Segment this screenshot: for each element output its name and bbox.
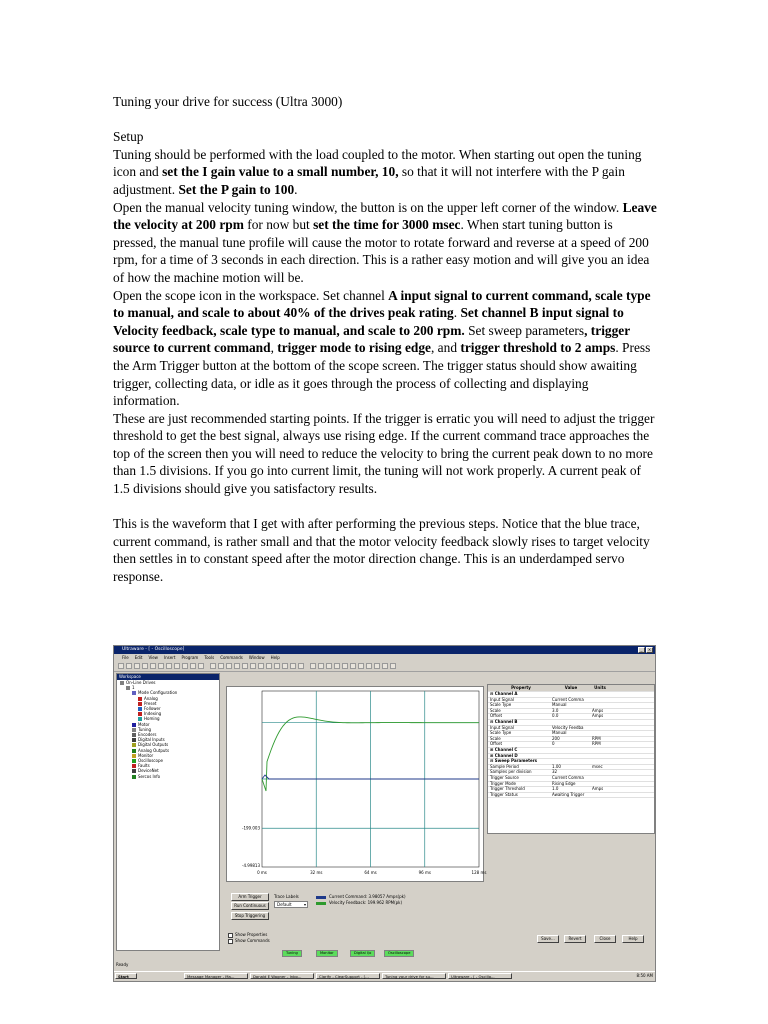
- text-run: This is the waveform that I get with after performing the previous steps. Notice that the blue trace, current command, is rather small and that the motor velocity feedback slowly rises to target velocity then settles in to constant speed after the motor direction change. This is an underdamped servo response.: [113, 516, 650, 585]
- property-value: 200: [552, 735, 560, 741]
- property-name: Trigger Threshold: [490, 786, 525, 792]
- bold-text: trigger mode to rising edge: [277, 340, 431, 356]
- toolbar-button[interactable]: [182, 663, 188, 669]
- legend-entry: [316, 894, 406, 899]
- tree-item-label: Indexing: [144, 711, 162, 717]
- toolbar-button[interactable]: [134, 663, 140, 669]
- close-icon[interactable]: ×: [647, 647, 652, 652]
- property-value: Velocity Feedba: [552, 724, 584, 730]
- property-name: ⊞ Channel C: [490, 747, 518, 752]
- property-units: RPM: [592, 741, 601, 747]
- tree-item-label: Monitor: [138, 752, 154, 758]
- menu-item-window[interactable]: Window: [248, 655, 265, 660]
- tree-item-label: Digital Inputs: [138, 737, 165, 743]
- toolbar-button[interactable]: [226, 663, 232, 669]
- property-units: Amps: [592, 707, 604, 713]
- tree-item-label: Digital Outputs: [138, 742, 169, 748]
- toolbar-button[interactable]: [358, 663, 364, 669]
- show-commands-checkbox[interactable]: [228, 938, 270, 944]
- workspace-header: Workspace: [117, 674, 219, 680]
- property-units: msec: [592, 763, 603, 769]
- y-tick-label: -4.99813: [242, 863, 260, 868]
- trace-labels-label: Trace Labels: [274, 894, 299, 899]
- x-tick-label: 0 ms: [257, 870, 267, 875]
- toolbar-button[interactable]: [218, 663, 224, 669]
- header-value: Value: [564, 685, 578, 690]
- tree-item-label: On-Line Drives: [126, 680, 156, 685]
- text-run: . When start tuning button is pressed, the manual tune profile will cause the motor to rotate forward and reverse at a speed of 200 rpm, for a time of 3 seconds in each direction. This is a rather easy motion and will give you an idea of how the machine motion will be.: [113, 217, 650, 285]
- x-tick-label: 128 ms: [471, 870, 487, 875]
- x-tick-label: 64 ms: [364, 870, 377, 875]
- menu-bar: [114, 654, 655, 661]
- tree-node-icon: [132, 691, 136, 695]
- doc-title: Tuning your drive for success (Ultra 3000): [113, 94, 343, 109]
- tree-item-label: Faults: [138, 763, 150, 769]
- toolbar-button[interactable]: [366, 663, 372, 669]
- setup-heading: Setup: [113, 129, 144, 145]
- menu-item-edit[interactable]: Edit: [134, 655, 143, 660]
- property-name: Trigger Source: [490, 775, 519, 780]
- tree-node-icon: [132, 775, 136, 779]
- toolbar-button[interactable]: [150, 663, 156, 669]
- text-run: .: [453, 305, 461, 321]
- tree-node-icon: [126, 686, 130, 690]
- tree-item-label: Sercos Info: [138, 773, 161, 779]
- toolbar-button[interactable]: [310, 663, 316, 669]
- toolbar-button[interactable]: [282, 663, 288, 669]
- tab-oscilloscope[interactable]: Oscilloscope: [384, 950, 414, 957]
- x-tick-label: 32 ms: [310, 870, 323, 875]
- taskbar-task[interactable]: Donald E Wagner - Inbo...: [250, 973, 314, 979]
- tree-item-label: Follower: [144, 706, 161, 711]
- text-run: Tuning should be performed with the load coupled to the motor. When starting out open the tuning icon and: [113, 146, 642, 180]
- property-name: Scale Type: [490, 702, 512, 708]
- workspace-tabs: [226, 949, 646, 957]
- tree-item[interactable]: [132, 774, 160, 779]
- toolbar-button[interactable]: [126, 663, 132, 669]
- run-continuous-button[interactable]: Run Continuous: [231, 902, 269, 910]
- stop-triggering-button[interactable]: Stop Triggering: [231, 912, 269, 920]
- header-units: Units: [594, 685, 606, 690]
- trace-labels-value: Default: [277, 902, 292, 907]
- bold-text: set the I gain value to a small number, 10,: [162, 164, 399, 180]
- legend-swatch: [316, 896, 326, 899]
- toolbar-button[interactable]: [290, 663, 296, 669]
- trace-labels-select[interactable]: [274, 901, 308, 908]
- tree-item-label: Oscilloscope: [138, 758, 163, 763]
- property-value: Awaiting Trigger: [552, 791, 585, 797]
- help-button[interactable]: Help: [622, 935, 644, 943]
- menu-item-file[interactable]: File: [122, 655, 129, 660]
- property-name: Input Signal: [490, 724, 514, 730]
- text-run: , and: [430, 340, 461, 356]
- property-value: Manual: [552, 702, 567, 708]
- menu-item-insert[interactable]: Insert: [163, 655, 176, 660]
- toolbar-button[interactable]: [258, 663, 264, 669]
- scope-chart: [227, 687, 487, 881]
- legend-label: Velocity Feedback: 199.962 RPM(pk): [329, 900, 403, 905]
- toolbar-button[interactable]: [166, 663, 172, 669]
- taskbar-task[interactable]: Message Manager - Ma...: [184, 973, 248, 979]
- show-properties-label: Show Properties: [235, 932, 268, 937]
- tree-item-label: Encoders: [138, 732, 157, 737]
- text-run: These are just recommended starting points. If the trigger is erratic you will need to adjust the trigger threshold to get the best signal, always use rising edge. If the current command trace approaches the top of the screen then you will need to reduce the velocity to bring the current peak down to no more than 1.5 divisions. If you go into current limit, the tuning will not work properly. A current peak of 1.5 divisions should give you satisfactory results.: [113, 410, 655, 497]
- toolbar-button[interactable]: [158, 663, 164, 669]
- document-text: [113, 93, 658, 586]
- property-units: Amps: [592, 786, 604, 792]
- bold-text: set the time for 3000 msec: [313, 217, 461, 233]
- property-name: Samples per division: [490, 769, 532, 775]
- property-value: Current Comma: [552, 696, 584, 702]
- bold-text: Set channel B input signal to Velocity feedback, scale type to manual, and scale to 200 rpm.: [113, 305, 624, 338]
- tree-item-label: Preset: [144, 700, 157, 706]
- property-name: Offset: [490, 713, 503, 719]
- text-run: Set sweep parameters: [464, 322, 585, 338]
- tree-node-icon: [120, 681, 124, 685]
- legend-label: Current Command: 3.98057 Amps(pk): [329, 894, 406, 899]
- toolbar-button[interactable]: [242, 663, 248, 669]
- property-units: RPM: [592, 735, 601, 741]
- paragraph-5: [113, 515, 658, 585]
- tree-item-label: Mode Configuration: [138, 690, 178, 696]
- property-name: ⊟ Channel B: [490, 719, 518, 724]
- toolbar-button[interactable]: [190, 663, 196, 669]
- menu-item-tools[interactable]: Tools: [204, 655, 215, 660]
- workspace-tree: [116, 673, 220, 951]
- tree-item-label: Homing: [144, 716, 160, 722]
- clock: 8:50 AM: [636, 973, 653, 978]
- text-run: for now but: [243, 217, 314, 233]
- property-name: ⊞ Channel D: [490, 752, 518, 758]
- toolbar: [114, 661, 655, 672]
- header-property: Property: [511, 685, 531, 690]
- revert-button[interactable]: Revert: [564, 935, 586, 943]
- toolbar-button[interactable]: [118, 663, 124, 669]
- toolbar-button[interactable]: [390, 663, 396, 669]
- start-button[interactable]: Start: [115, 973, 137, 979]
- toolbar-button[interactable]: [318, 663, 324, 669]
- property-value: 1.00: [552, 763, 561, 769]
- text-run: Open the manual velocity tuning window, the button is on the upper left corner of the window.: [113, 199, 623, 215]
- toolbar-button[interactable]: [210, 663, 216, 669]
- property-value: 3.0: [552, 707, 559, 713]
- bold-text: Leave the velocity at 200 rpm: [113, 199, 657, 233]
- window-title: Ultraware - [ - Oscilloscope]: [114, 646, 655, 654]
- tree-item-label: Analog: [144, 695, 158, 701]
- paragraph-3: [113, 287, 658, 410]
- paragraph-1: [113, 146, 658, 199]
- bold-text: , trigger source to current command: [113, 322, 630, 356]
- legend-entry: [316, 900, 402, 905]
- property-value: Current Comma: [552, 775, 584, 780]
- property-name: Scale: [490, 707, 501, 713]
- menu-item-program[interactable]: Program: [181, 655, 199, 660]
- paragraph-2: [113, 199, 658, 287]
- toolbar-button[interactable]: [250, 663, 256, 669]
- property-name: Input Signal: [490, 696, 514, 702]
- minimize-icon[interactable]: _: [638, 647, 645, 653]
- toolbar-button[interactable]: [334, 663, 340, 669]
- property-name: Trigger Mode: [490, 780, 516, 786]
- property-name: Sample Period: [490, 763, 519, 769]
- taskbar-task[interactable]: Tuning your drive for su...: [382, 973, 446, 979]
- oscilloscope-plot: [226, 686, 487, 882]
- tree-item-label: DeviceNet: [138, 768, 159, 774]
- tab-digital-i-o[interactable]: Digital I/o: [350, 950, 375, 957]
- arm-trigger-button[interactable]: Arm Trigger: [231, 893, 269, 901]
- property-value: Rising Edge: [552, 780, 576, 786]
- property-name: ⊟ Channel A: [490, 691, 518, 696]
- property-row[interactable]: [488, 792, 654, 799]
- property-name: Scale Type: [490, 730, 512, 736]
- legend-swatch: [316, 902, 326, 905]
- toolbar-button[interactable]: [326, 663, 332, 669]
- property-value: 32: [552, 769, 558, 775]
- tab-tuning[interactable]: Tuning: [282, 950, 302, 957]
- tree-item-label: 1: [132, 685, 135, 691]
- text-run: ,: [270, 340, 278, 356]
- menu-item-commands[interactable]: Commands: [220, 655, 243, 660]
- property-name: ⊟ Sweep Parameters: [490, 758, 538, 764]
- text-run: Open the scope icon in the workspace. Set channel: [113, 287, 389, 303]
- toolbar-button[interactable]: [266, 663, 272, 669]
- chevron-down-icon: ▾: [303, 902, 306, 907]
- toolbar-button[interactable]: [234, 663, 240, 669]
- tab-monitor[interactable]: Monitor: [316, 950, 338, 957]
- toolbar-button[interactable]: [142, 663, 148, 669]
- text-run: .: [294, 181, 298, 197]
- status-text: Ready: [116, 962, 129, 967]
- menu-item-view[interactable]: View: [148, 655, 158, 660]
- save-button[interactable]: Save...: [537, 935, 559, 943]
- bold-text: Set the P gain to 100: [178, 181, 295, 197]
- menu-item-help[interactable]: Help: [270, 655, 280, 660]
- paragraph-4: [113, 410, 658, 498]
- property-name: Scale: [490, 735, 501, 741]
- taskbar-task[interactable]: Clarify - ClearSupport - [...: [316, 973, 380, 979]
- property-name: Offset: [490, 741, 503, 747]
- toolbar-button[interactable]: [298, 663, 304, 669]
- toolbar-button[interactable]: [342, 663, 348, 669]
- bold-text: trigger threshold to 2 amps: [460, 340, 616, 356]
- y-tick-label: -199.003: [242, 825, 260, 831]
- text-run: so that it will not interfere with the P gain adjustment.: [113, 164, 625, 197]
- taskbar-task[interactable]: Ultraware - [ - Oscillo...: [448, 973, 512, 979]
- properties-grid: [487, 684, 655, 834]
- toolbar-button[interactable]: [198, 663, 204, 669]
- x-tick-label: 96 ms: [418, 870, 431, 875]
- tree-item-label: Motor: [138, 721, 150, 727]
- property-value: Manual: [552, 730, 567, 736]
- show-properties-checkbox[interactable]: [228, 932, 267, 938]
- tree-item-label: Analog Outputs: [138, 747, 170, 753]
- tree-item-label: Tuning: [138, 726, 152, 732]
- text-run: . Press the Arm Trigger button at the bottom of the scope screen. The trigger status should show awaiting trigger, collecting data, or idle as it goes through the process of collecting and displaying information.: [113, 340, 651, 409]
- ultraware-screenshot: [113, 645, 656, 982]
- property-value: 0: [552, 741, 555, 747]
- toolbar-button[interactable]: [350, 663, 356, 669]
- close-button[interactable]: Close: [594, 935, 616, 943]
- bold-text: A input signal to current command, scale type to manual, and scale to about 40% of the drives peak rating: [113, 287, 651, 321]
- toolbar-button[interactable]: [382, 663, 388, 669]
- property-name: Trigger Status: [490, 791, 518, 797]
- show-commands-label: Show Commands: [235, 938, 270, 943]
- toolbar-button[interactable]: [174, 663, 180, 669]
- property-value: 0.0: [552, 713, 559, 719]
- property-units: Amps: [592, 713, 604, 719]
- toolbar-button[interactable]: [274, 663, 280, 669]
- property-value: 1.0: [552, 786, 559, 792]
- toolbar-button[interactable]: [374, 663, 380, 669]
- taskbar: [114, 971, 655, 981]
